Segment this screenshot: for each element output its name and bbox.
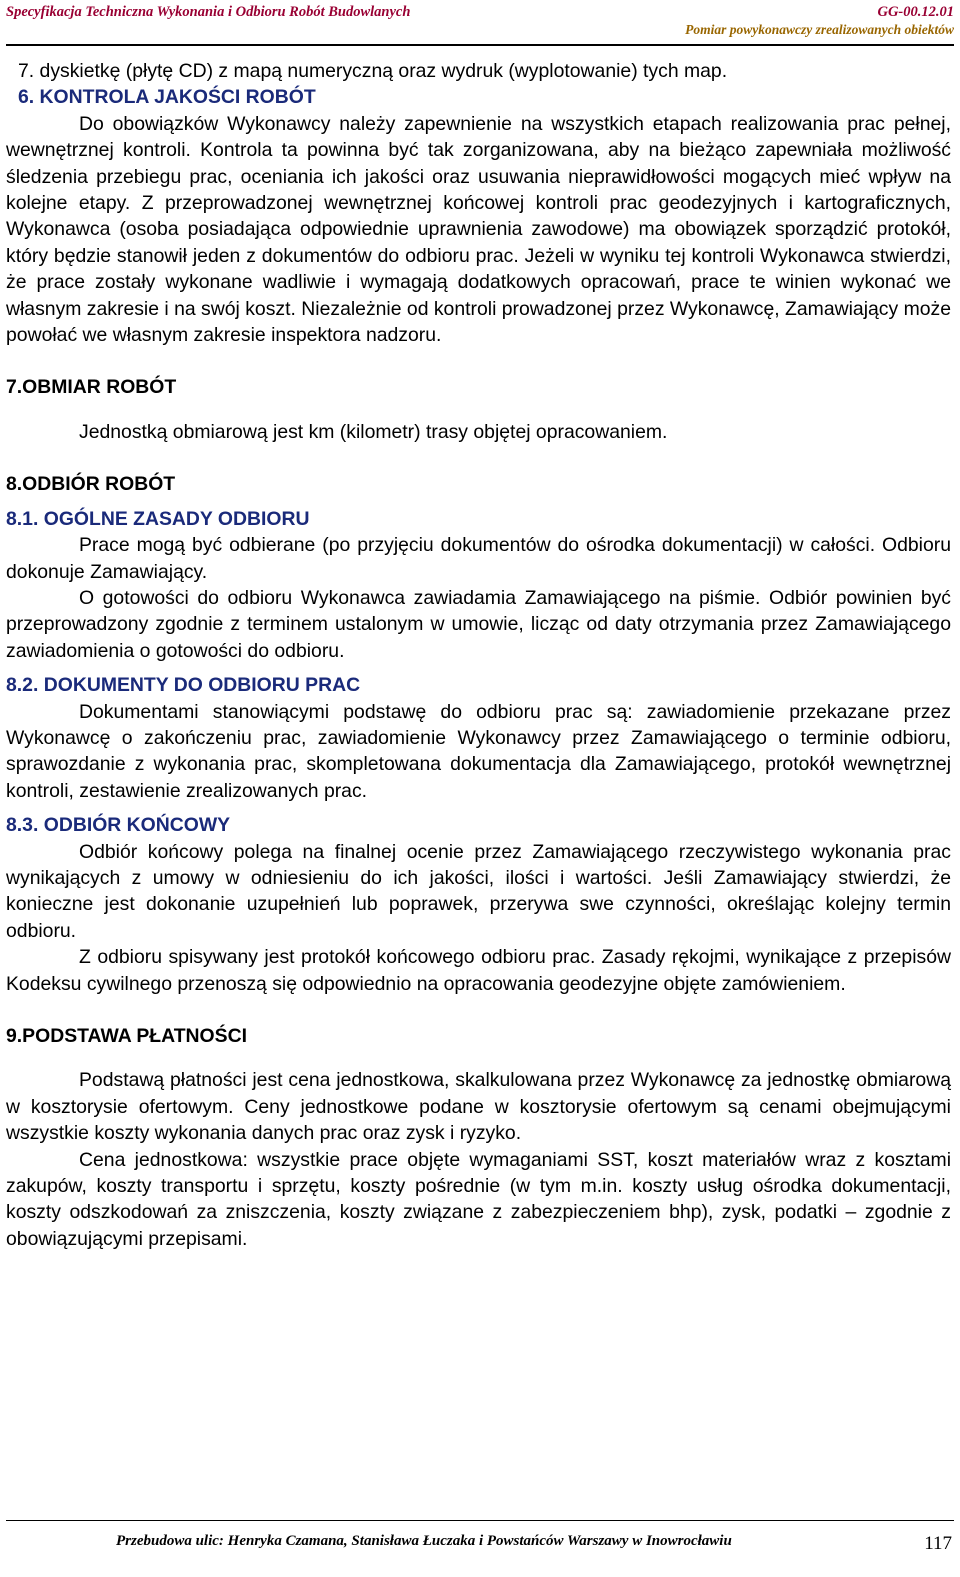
section-9-paragraph-2: Cena jednostkowa: wszystkie prace objęte wymaganiami SST, koszt materiałów wraz z kosztami zakupów, koszty transportu i sprzętu, koszty pośrednie (w tym m.in. koszty usług ośrodka dokumentacji, koszty odszkodowań za zniszczenia, koszty związane z zabezpieczeniem bhp), zysk, podatki – zgodnie z obowiązującymi przepisami.: [6, 1148, 951, 1250]
section-8-3-paragraph-1: Odbiór końcowy polega na finalnej ocenie przez Zamawiającego rzeczywistego wykonania prac wynikających z umowy w odniesieniu do ich jakości, ilości i wartości. Jeśli Zamawiający stwierdzi, że konieczne jest dokonanie uzupełnień lub poprawek, przerywa swe czynności, określając kolejny termin odbioru.: [6, 840, 951, 942]
header-document-title: Specyfikacja Techniczna Wykonania i Odbioru Robót Budowlanych: [6, 4, 411, 20]
header-spec-code: GG-00.12.01: [877, 4, 954, 20]
section-9-paragraph-1: Podstawą płatności jest cena jednostkowa, skalkulowana przez Wykonawcę za jednostkę obmiarową w kosztorysie ofertowym. Ceny jednostkowe podane w kosztorysie ofertowym są cenami obejmującymi wszystkie koszty wykonania danych prac oraz zysk i ryzyko.: [6, 1069, 951, 1145]
section-7-paragraph: Jednostką obmiarową jest km (kilometr) trasy objętej opracowaniem.: [79, 420, 668, 443]
section-8-2-heading: 8.2. DOKUMENTY DO ODBIORU PRAC: [6, 674, 361, 697]
list-item-7: 7. dyskietkę (płytę CD) z mapą numeryczną oraz wydruk (wyplotowanie) tych map.: [18, 60, 728, 82]
section-8-3-paragraph-2: Z odbioru spisywany jest protokół końcowego odbioru prac. Zasady rękojmi, wynikające z przepisów Kodeksu cywilnego przenoszą się odpowiednio na opracowania geodezyjne objęte zamówieniem.: [6, 946, 951, 995]
footer-project-title: Przebudowa ulic: Henryka Czamana, Stanisława Łuczaka i Powstańców Warszawy w Inowrocławiu: [116, 1533, 732, 1549]
page-footer: [6, 1520, 954, 1571]
section-9-heading: 9.PODSTAWA PŁATNOŚCI: [6, 1025, 247, 1047]
page-number: 117: [924, 1533, 952, 1554]
section-8-1-paragraph-1: Prace mogą być odbierane (po przyjęciu dokumentów do ośrodka dokumentacji) w całości. Odbioru dokonuje Zamawiający.: [6, 534, 951, 583]
section-8-heading: 8.ODBIÓR ROBÓT: [6, 473, 176, 496]
section-7-heading: 7.OBMIAR ROBÓT: [6, 376, 177, 399]
page-header: [6, 0, 954, 46]
document-body: [6, 58, 951, 1252]
section-8-1-heading: 8.1. OGÓLNE ZASADY ODBIORU: [6, 507, 310, 530]
section-6-heading: 6. KONTROLA JAKOŚCI ROBÓT: [18, 86, 316, 109]
section-6-paragraph: Do obowiązków Wykonawcy należy zapewnienie na wszystkich etapach realizowania prac pełnej, wewnętrznej kontroli. Kontrola ta powinna być tak zorganizowana, aby na bieżąco zapewniała możliwość śledzenia przebiegu prac, oceniania ich jakości oraz usuwania nieprawidłowości mogących mieć wpływ na kolejne etapy. Z przeprowadzonej wewnętrznej końcowej kontroli prac geodezyjnych i kartograficznych, Wykonawca (osoba posiadająca odpowiednie uprawnienia zawodowe) ma obowiązek sporządzić protokół, który będzie stanowił jeden z dokumentów do odbioru prac. Jeżeli w wyniku tej kontroli Wykonawca stwierdzi, że prace zostały wykonane wadliwie i wymagają dodatkowych opracowań, prace te winien wykonać we własnym zakresie i na swój koszt. Niezależnie od kontroli prowadzonej przez Wykonawcę, Zamawiający może powołać we własnym zakresie inspektora nadzoru.: [6, 112, 951, 347]
section-8-2-paragraph: Dokumentami stanowiącymi podstawę do odbioru prac są: zawiadomienie przekazane przez Wykonawcę o zakończeniu prac, zawiadomienie Wykonawcy przez Zamawiającego o terminie odbioru, sprawozdanie z wykonania prac, skompletowana dokumentacja dla Zamawiającego, protokół wewnętrznej kontroli, zestawienie zrealizowanych prac.: [6, 700, 951, 802]
section-8-1-paragraph-2: O gotowości do odbioru Wykonawca zawiadamia Zamawiającego na piśmie. Odbiór powinien być przeprowadzony zgodnie z terminem ustalonym w umowie, licząc od daty otrzymania przez Zamawiającego zawiadomienia o gotowości do odbioru.: [6, 586, 951, 662]
header-spec-subject: Pomiar powykonawczy zrealizowanych obiektów: [685, 22, 954, 37]
section-8-3-heading: 8.3. ODBIÓR KOŃCOWY: [6, 814, 231, 837]
